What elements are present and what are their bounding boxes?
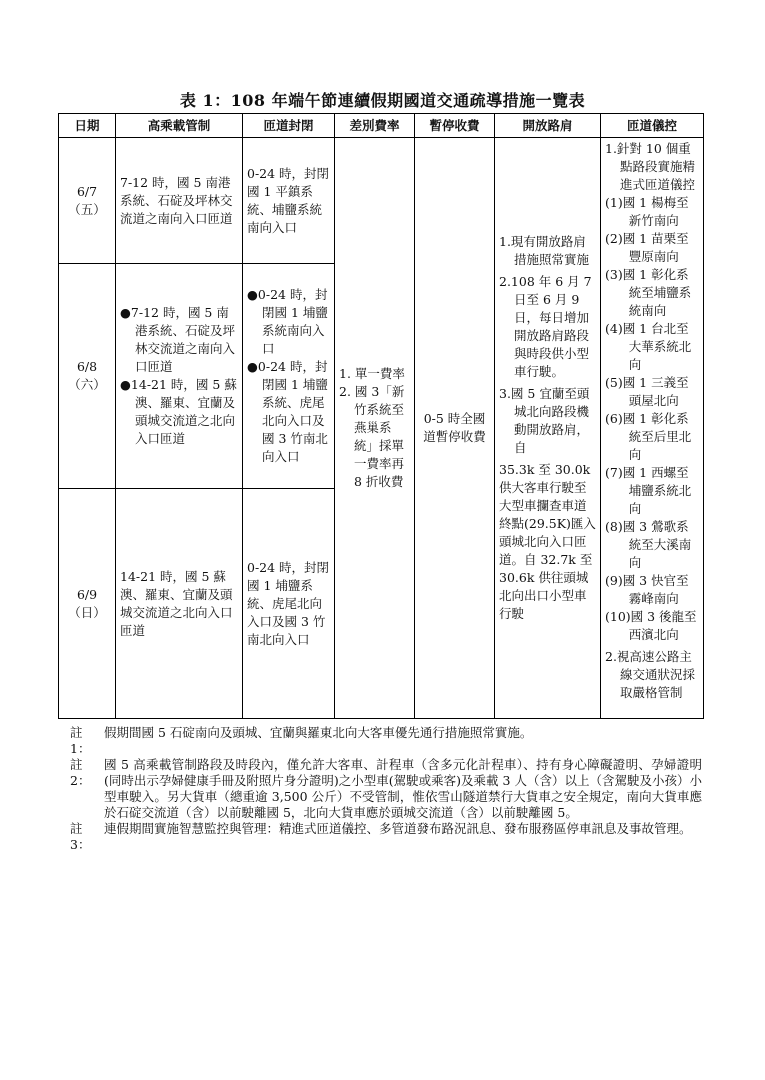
metering-intro: 1.針對 10 個重點路段實施精進式匝道儀控 bbox=[605, 141, 696, 192]
metering-item: (4)國 1 台北至大華系統北向 bbox=[605, 321, 692, 372]
rate-item: 2. 國 3「新竹系統至燕巢系統」採單一費率再 8 折收費 bbox=[339, 384, 405, 489]
shoulder-item: 2.108 年 6 月 7 日至 6 月 9 日，每日增加開放路肩路段與時段供小型車行駛。 bbox=[499, 274, 592, 379]
shoulder-cell bbox=[495, 138, 601, 719]
header-ramp-closure: 匝道封閉 bbox=[243, 114, 335, 138]
hov-item: ●14-21 時，國 5 蘇澳、羅東、宜蘭及頭城交流道之北向入口匝道 bbox=[120, 377, 237, 446]
header-ramp-metering: 匝道儀控 bbox=[601, 114, 704, 138]
ramp-item: ●0-24 時，封閉國 1 埔鹽系統南向入口 bbox=[247, 287, 328, 356]
date: 6/8 bbox=[76, 359, 98, 374]
footnote-text: 假期間國 5 石碇南向及頭城、宜蘭與羅東北向大客車優先通行措施照常實施。 bbox=[104, 725, 533, 740]
header-shoulder: 開放路肩 bbox=[495, 114, 601, 138]
shoulder-item: 35.3k 至 30.0k 供大客車行駛至大型車攔查車道終點(29.5K)匯入頭城北向入口匝道。自 32.7k 至 30.6k 供往頭城北向出口小型車行駛 bbox=[499, 462, 596, 621]
table-title: 表 1：108 年端午節連續假期國道交通疏導措施一覽表 bbox=[179, 91, 586, 110]
footnote-label: 註 1： bbox=[70, 725, 91, 756]
header-differential-rate: 差別費率 bbox=[335, 114, 415, 138]
ramp-closure-cell: 0-24 時，封閉國 1 平鎮系統、埔鹽系統南向入口 bbox=[243, 138, 335, 264]
footnote bbox=[70, 821, 702, 853]
date-cell bbox=[59, 138, 116, 264]
metering-item: (7)國 1 西螺至埔鹽系統北向 bbox=[605, 465, 692, 516]
ramp-item: ●0-24 時，封閉國 1 埔鹽系統、虎尾北向入口及國 3 竹南北向入口 bbox=[247, 359, 328, 464]
footnote-text: 國 5 高乘載管制路段及時段內，僅允許大客車、計程車（含多元化計程車）、持有身心障礙證明、孕婦證明(同時出示孕婦健康手冊及附照片身分證明)之小型車(駕駛或乘客)及乘載 3 人（含）以上（含駕駛及小孩）小型車駛入。另大貨車（總重逾 3,500 公斤）不受管制，惟依雪山隧道禁行大貨車之安全規定，南向大貨車應於石碇交流道（含）以前駛離國 5，北向大貨車應於頭城交流道（含）以前駛離國 5。 bbox=[104, 757, 702, 820]
metering-item: (8)國 3 鶯歌系統至大溪南向 bbox=[605, 519, 692, 570]
differential-rate-cell bbox=[335, 138, 415, 719]
footnote-label: 註 2： bbox=[70, 757, 91, 788]
metering-item: (1)國 1 楊梅至新竹南向 bbox=[605, 195, 689, 228]
weekday: （日） bbox=[68, 604, 106, 620]
footnote-text: 連假期間實施智慧監控與管理：精進式匝道儀控、多管道發布路況訊息、發布服務區停車訊息及事故管理。 bbox=[104, 821, 692, 836]
metering-outro: 2.視高速公路主線交通狀況採取嚴格管制 bbox=[605, 649, 696, 700]
weekday: （六） bbox=[68, 377, 106, 392]
metering-item: (2)國 1 苗栗至豐原南向 bbox=[605, 231, 689, 264]
hov-cell: 7-12 時，國 5 南港系統、石碇及坪林交流道之南向入口匝道 bbox=[116, 138, 243, 264]
header-toll-suspension: 暫停收費 bbox=[415, 114, 495, 138]
metering-item: (5)國 1 三義至頭屋北向 bbox=[605, 375, 689, 408]
ramp-metering-cell bbox=[601, 138, 704, 719]
hov-item: ●7-12 時，國 5 南港系統、石碇及坪林交流道之南向入口匝道 bbox=[120, 305, 236, 374]
footnote-label: 註 3： bbox=[70, 821, 91, 852]
date: 6/9 bbox=[76, 586, 98, 602]
date-cell bbox=[59, 264, 116, 489]
metering-item: (6)國 1 彰化系統至后里北向 bbox=[605, 411, 692, 462]
ramp-closure-cell: 0-24 時，封閉國 1 埔鹽系統、虎尾北向入口及國 3 竹南北向入口 bbox=[243, 489, 335, 719]
table-row bbox=[59, 138, 704, 264]
rate-item: 1. 單一費率 bbox=[339, 366, 405, 381]
toll-suspension-cell: 0-5 時全國道暫停收費 bbox=[415, 138, 495, 719]
footnotes bbox=[70, 725, 702, 853]
metering-item: (10)國 3 後龍至西濱北向 bbox=[605, 609, 697, 642]
header-date: 日期 bbox=[59, 114, 116, 138]
hov-cell: 14-21 時，國 5 蘇澳、羅東、宜蘭及頭城交流道之北向入口匝道 bbox=[116, 489, 243, 719]
header-hov: 高乘載管制 bbox=[116, 114, 243, 138]
traffic-measures-table bbox=[58, 113, 704, 719]
shoulder-item: 3.國 5 宜蘭至頭城北向路段機動開放路肩，自 bbox=[499, 386, 590, 455]
hov-cell bbox=[116, 264, 243, 489]
footnote bbox=[70, 757, 702, 821]
date: 6/7 bbox=[76, 183, 98, 199]
weekday: （五） bbox=[68, 201, 106, 217]
metering-item: (9)國 3 快官至霧峰南向 bbox=[605, 573, 689, 606]
ramp-closure-cell bbox=[243, 264, 335, 489]
shoulder-item: 1.現有開放路肩措施照常實施 bbox=[499, 234, 590, 267]
date-cell bbox=[59, 489, 116, 719]
table-header-row bbox=[59, 114, 704, 138]
metering-item: (3)國 1 彰化系統至埔鹽系統南向 bbox=[605, 267, 692, 318]
footnote bbox=[70, 725, 702, 757]
